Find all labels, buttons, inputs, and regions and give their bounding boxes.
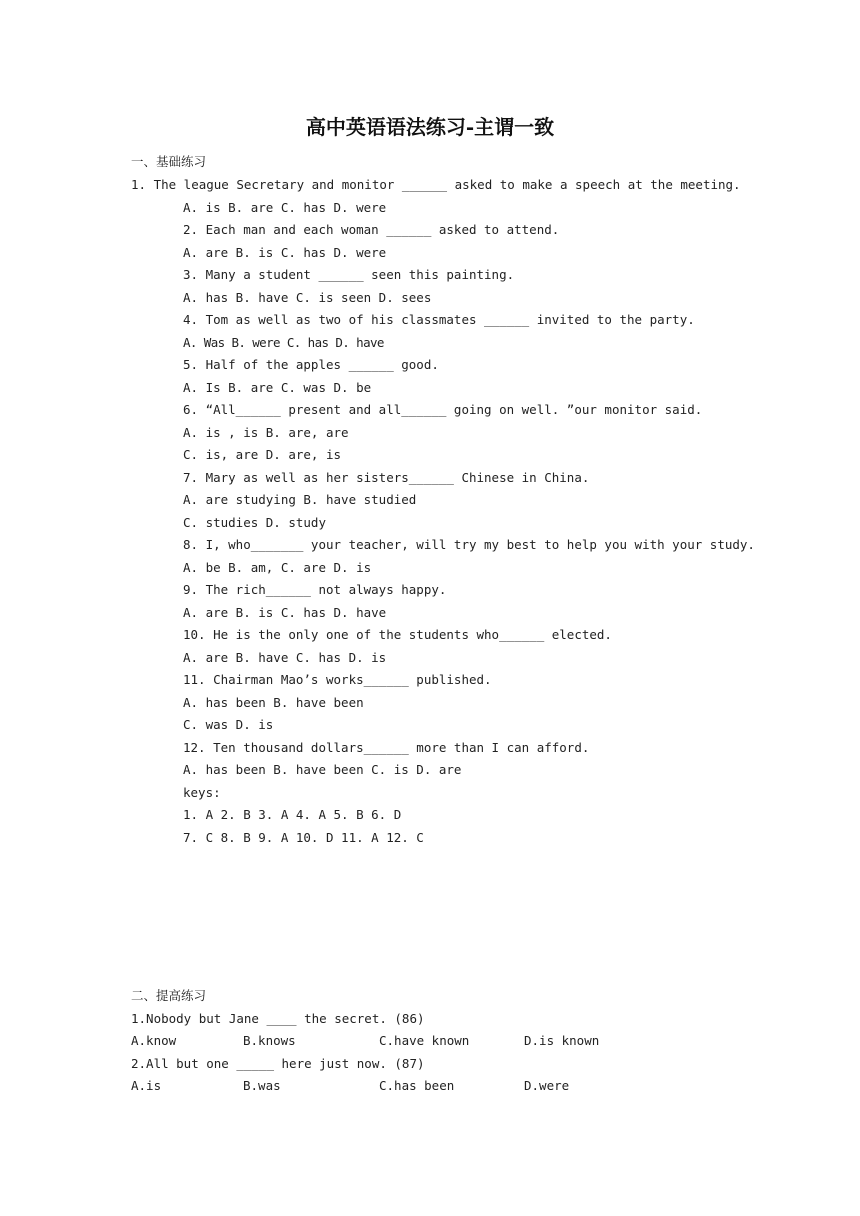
- exercise-line: 11. Chairman Mao’s works______ published.: [183, 672, 492, 687]
- question-line: 2.All but one _____ here just now. (87): [131, 1056, 425, 1071]
- option: A.know: [131, 1033, 177, 1048]
- options-row: [131, 1075, 570, 1207]
- page-title: 高中英语语法练习-主谓一致: [305, 115, 555, 139]
- exercise-line: 7. Mary as well as her sisters______ Chinese in China.: [183, 469, 590, 485]
- option: B.was: [243, 1078, 281, 1093]
- exercise-line: 7. C 8. B 9. A 10. D 11. A 12. C: [183, 829, 424, 845]
- option: C.has been: [379, 1078, 455, 1093]
- exercise-line: A. is B. are C. has D. were: [183, 199, 387, 215]
- section-heading-basic: 一、基础练习: [131, 154, 207, 169]
- option: C.have known: [379, 1033, 470, 1048]
- exercise-line: A. are B. is C. has D. were: [183, 244, 387, 260]
- exercise-line: A. be B. am, C. are D. is: [183, 559, 372, 575]
- exercise-line: C. studies D. study: [183, 514, 326, 530]
- option: A.is: [131, 1078, 162, 1093]
- exercise-line: 12. Ten thousand dollars______ more than I can afford.: [183, 739, 590, 755]
- exercise-line: A. are B. have C. has D. is: [183, 649, 387, 665]
- exercise-line: A. Was B. were C. has D. have: [183, 334, 384, 350]
- option: D.is known: [524, 1033, 600, 1048]
- option: B.knows: [243, 1033, 296, 1048]
- exercise-line: A. Is B. are C. was D. be: [183, 379, 372, 395]
- exercise-line: 8. I, who_______ your teacher, will try my best to help you with your study.: [183, 537, 755, 552]
- exercise-line: 2. Each man and each woman ______ asked to attend.: [183, 222, 560, 237]
- section-heading-advanced: 二、提高练习: [131, 988, 207, 1003]
- exercise-line: 1. A 2. B 3. A 4. A 5. B 6. D: [183, 807, 402, 822]
- exercise-line: 5. Half of the apples ______ good.: [183, 357, 439, 372]
- exercise-line: 4. Tom as well as two of his classmates ______ invited to the party.: [183, 312, 695, 327]
- exercise-line: 6. “All______ present and all______ going on well. ”our monitor said.: [183, 402, 703, 417]
- exercise-line: C. is, are D. are, is: [183, 447, 342, 462]
- question-line: 1. The league Secretary and monitor ______ asked to make a speech at the meeting.: [131, 177, 741, 192]
- exercise-line: A. is , is B. are, are: [183, 424, 349, 440]
- option: D.were: [524, 1078, 570, 1093]
- exercise-line: 9. The rich______ not always happy.: [183, 582, 447, 597]
- exercise-line: 10. He is the only one of the students who______ elected.: [183, 627, 612, 642]
- exercise-line: A. has been B. have been: [183, 694, 364, 710]
- exercise-line: 3. Many a student ______ seen this painting.: [183, 267, 515, 282]
- exercise-line: keys:: [183, 784, 221, 800]
- question-line: 1.Nobody but Jane ____ the secret. (86): [131, 1011, 425, 1026]
- exercise-line: A. are studying B. have studied: [183, 492, 417, 507]
- exercise-line: C. was D. is: [183, 717, 274, 732]
- exercise-line: A. has been B. have been C. is D. are: [183, 762, 462, 777]
- exercise-line: A. has B. have C. is seen D. sees: [183, 289, 432, 305]
- exercise-line: A. are B. is C. has D. have: [183, 604, 387, 620]
